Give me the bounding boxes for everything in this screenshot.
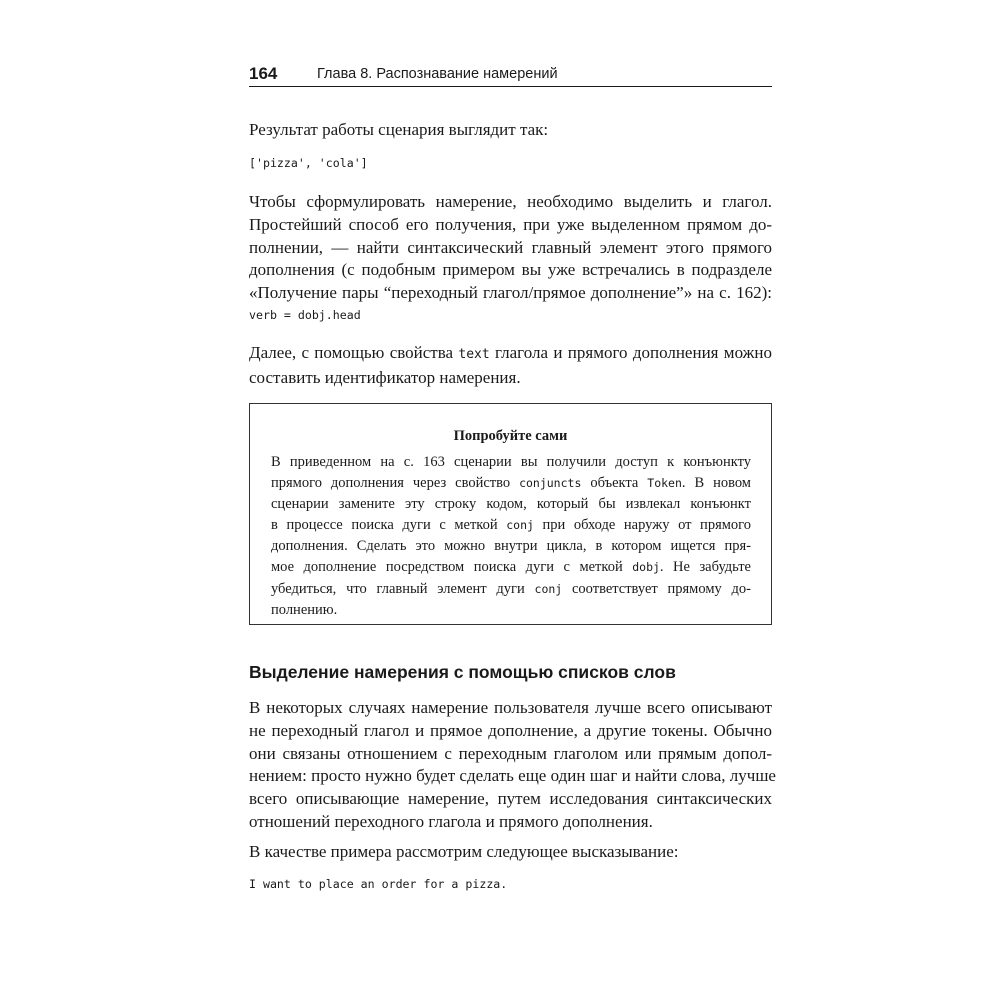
word-lists-paragraph	[249, 697, 776, 834]
text-line: Далее, с помощью свойства text глагола и прямого дополнения можно	[249, 343, 772, 362]
text-line: Результат работы сценария выглядит так:	[249, 120, 549, 139]
text-line: Чтобы сформулировать намерение, необходимо выделить и глагол.	[249, 192, 772, 211]
text-line: «Получение пары “переходный глагол/прямое дополнение”» на с. 162):	[249, 283, 772, 303]
inline-code-conj: conj	[534, 581, 563, 596]
text-line: не переходный глагол и прямое дополнение, а другие токены. Обычно	[249, 720, 772, 740]
inline-code-text: text	[458, 347, 490, 362]
text-line: полнении, — найти синтаксический главный элемент этого прямого	[249, 237, 772, 257]
inline-code-conj: conj	[506, 518, 534, 533]
text-line: они связаны отношением с переходным глаголом или прямым допол-	[249, 743, 772, 763]
text-line: нением: просто нужно будет сделать еще один шаг и найти слова, лучше	[249, 766, 776, 786]
intent-id-paragraph	[249, 342, 772, 390]
text-line: составить идентификатор намерения.	[249, 367, 521, 387]
text-line: В некоторых случаях намерение пользователя лучше всего описывают	[249, 698, 772, 717]
box-title: Попробуйте сами	[453, 428, 568, 444]
code-verb-head: verb = dobj.head	[249, 308, 361, 322]
text-line: сценарии замените эту строку кодом, который бы извлекал конъюнкт	[271, 496, 751, 513]
text-line: полнению.	[271, 601, 338, 618]
text-line: дополнения (с подобным примером вы уже встречались в подразделе	[249, 260, 772, 280]
text-line: В приведенном на с. 163 сценарии вы получили доступ к конъюнкту	[271, 454, 751, 470]
inline-code-token: Token	[647, 476, 682, 491]
code-example-utterance: I want to place an order for a pizza.	[249, 877, 508, 891]
section-heading: Выделение намерения с помощью списков слов	[249, 662, 676, 682]
text-line: отношений переходного глагола и прямого дополнения.	[249, 811, 653, 831]
text-line: дополнения. Сделать это можно внутри цикла, в котором ищется пря-	[271, 538, 751, 555]
running-header	[249, 62, 772, 87]
verb-extraction-paragraph	[249, 191, 772, 305]
text-line: прямого дополнения через свойство conjuncts объекта Token. В новом	[271, 475, 751, 492]
chapter-title: Глава 8. Распознавание намерений	[317, 66, 558, 82]
try-it-yourself-box	[249, 403, 772, 625]
box-body	[271, 452, 751, 621]
text-line: в процессе поиска дуги с меткой conj при обходе наружу от прямого	[271, 517, 751, 534]
inline-code-conjuncts: conjuncts	[519, 476, 582, 491]
example-intro-paragraph	[249, 841, 772, 864]
text-line: убедиться, что главный элемент дуги conj соответствует прямому до-	[271, 580, 751, 597]
text-line: мое дополнение посредством поиска дуги с меткой dobj. Не забудьте	[271, 559, 751, 576]
result-intro-paragraph	[249, 119, 772, 142]
text-line: всего описывающие намерение, путем исследования синтаксических	[249, 789, 772, 809]
page-number: 164	[249, 64, 278, 83]
inline-code-dobj: dobj	[632, 560, 660, 575]
code-output-list: ['pizza', 'cola']	[249, 156, 368, 170]
text-line: В качестве примера рассмотрим следующее высказывание:	[249, 842, 679, 861]
text-line: Простейший способ его получения, при уже выделенном прямом до-	[249, 214, 772, 234]
